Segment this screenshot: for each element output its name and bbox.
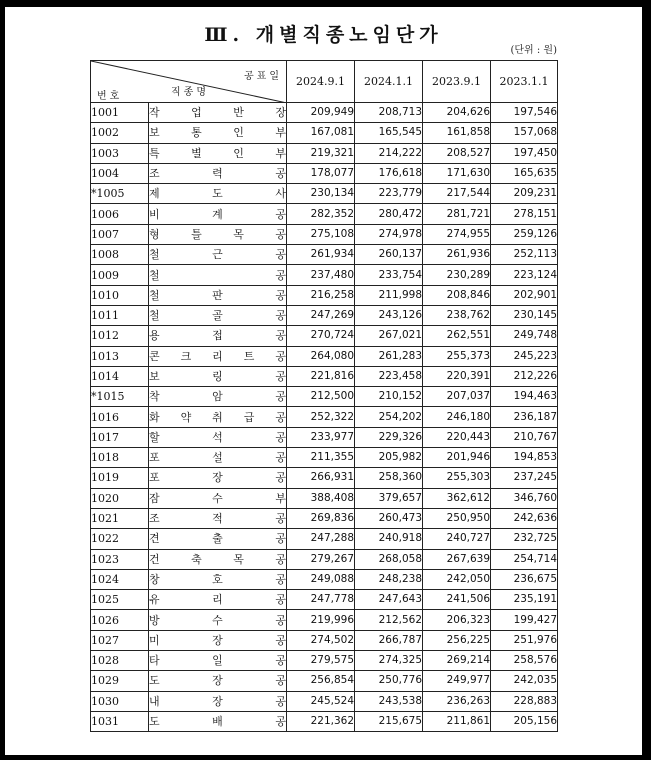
wage-value: 204,626 — [423, 103, 491, 123]
wage-value: 220,391 — [423, 366, 491, 386]
wage-value: 264,080 — [287, 346, 355, 366]
job-name: 착 암 공 — [149, 390, 286, 404]
wage-value: 165,635 — [491, 163, 558, 183]
wage-value: 247,778 — [287, 590, 355, 610]
wage-value: 236,675 — [491, 569, 558, 589]
job-name-cell — [149, 630, 287, 650]
wage-value: 230,145 — [491, 305, 558, 325]
wage-value: 237,480 — [287, 265, 355, 285]
wage-value: 171,630 — [423, 163, 491, 183]
table-row — [91, 590, 558, 610]
row-number: 1027 — [91, 630, 149, 650]
wage-value: 194,853 — [491, 448, 558, 468]
row-number: 1013 — [91, 346, 149, 366]
wage-value: 211,861 — [423, 711, 491, 731]
wage-value: 243,538 — [355, 691, 423, 711]
row-number: 1019 — [91, 468, 149, 488]
job-name: 유 리 공 — [149, 593, 286, 607]
wage-value: 275,108 — [287, 224, 355, 244]
wage-value: 165,545 — [355, 123, 423, 143]
job-name: 철 공 — [149, 268, 286, 282]
wage-value: 247,269 — [287, 305, 355, 325]
wage-value: 260,137 — [355, 245, 423, 265]
table-row — [91, 366, 558, 386]
wage-value: 211,355 — [287, 448, 355, 468]
job-name: 보 링 공 — [149, 370, 286, 383]
wage-value: 240,918 — [355, 529, 423, 549]
wage-value: 270,724 — [287, 326, 355, 346]
wage-value: 249,748 — [491, 326, 558, 346]
wage-value: 245,524 — [287, 691, 355, 711]
wage-value: 247,288 — [287, 529, 355, 549]
wage-value: 157,068 — [491, 123, 558, 143]
row-number: 1017 — [91, 427, 149, 447]
wage-value: 250,776 — [355, 671, 423, 691]
job-name-cell — [149, 427, 287, 447]
wage-value: 206,323 — [423, 610, 491, 630]
table-row — [91, 407, 558, 427]
wage-value: 282,352 — [287, 204, 355, 224]
wage-value: 211,998 — [355, 285, 423, 305]
row-number: 1029 — [91, 671, 149, 691]
wage-value: 232,725 — [491, 529, 558, 549]
wage-value: 219,321 — [287, 143, 355, 163]
wage-value: 209,231 — [491, 184, 558, 204]
job-name: 철 근 공 — [149, 248, 286, 262]
wage-value: 235,191 — [491, 590, 558, 610]
wage-value: 261,936 — [423, 245, 491, 265]
job-name: 철 골 공 — [149, 309, 286, 323]
row-number: 1022 — [91, 529, 149, 549]
job-name-cell — [149, 590, 287, 610]
wage-value: 274,325 — [355, 651, 423, 671]
job-name-cell — [149, 245, 287, 265]
job-name-cell — [149, 671, 287, 691]
wage-value: 220,443 — [423, 427, 491, 447]
job-name-cell — [149, 448, 287, 468]
wage-value: 240,727 — [423, 529, 491, 549]
table-row — [91, 387, 558, 407]
wage-value: 266,931 — [287, 468, 355, 488]
wage-value: 214,222 — [355, 143, 423, 163]
job-name: 콘 크 리 트 공 — [149, 349, 286, 363]
table-row — [91, 143, 558, 163]
job-name-cell — [149, 387, 287, 407]
wage-value: 208,713 — [355, 103, 423, 123]
wage-value: 247,643 — [355, 590, 423, 610]
wage-value: 260,473 — [355, 508, 423, 528]
row-number: 1024 — [91, 569, 149, 589]
row-number: 1023 — [91, 549, 149, 569]
unit-note: (단위 : 원) — [510, 45, 557, 56]
wage-value: 228,883 — [491, 691, 558, 711]
job-name: 조 적 공 — [149, 512, 286, 526]
job-name-cell — [149, 691, 287, 711]
job-name: 미 장 공 — [149, 633, 286, 647]
job-name: 도 장 공 — [149, 674, 286, 688]
job-name: 화 약 취 급 공 — [149, 410, 286, 424]
wage-value: 259,126 — [491, 224, 558, 244]
wage-value: 167,081 — [287, 123, 355, 143]
wage-value: 254,714 — [491, 549, 558, 569]
job-name: 특 별 인 부 — [149, 146, 286, 160]
row-number: 1004 — [91, 163, 149, 183]
row-number: 1011 — [91, 305, 149, 325]
row-number: 1012 — [91, 326, 149, 346]
table-row — [91, 245, 558, 265]
wage-value: 256,854 — [287, 671, 355, 691]
wage-value: 266,787 — [355, 630, 423, 650]
job-name-cell — [149, 711, 287, 731]
row-number: 1028 — [91, 651, 149, 671]
wage-value: 242,035 — [491, 671, 558, 691]
wage-value: 252,113 — [491, 245, 558, 265]
wage-value: 230,134 — [287, 184, 355, 204]
job-name: 보 통 인 부 — [149, 126, 286, 140]
row-number: 1030 — [91, 691, 149, 711]
header-job-label: 직종명 — [171, 87, 209, 98]
wage-value: 252,322 — [287, 407, 355, 427]
table-row — [91, 569, 558, 589]
job-name: 도 배 공 — [149, 715, 286, 729]
wage-value: 233,754 — [355, 265, 423, 285]
row-number: 1020 — [91, 488, 149, 508]
row-number: 1007 — [91, 224, 149, 244]
row-number: 1010 — [91, 285, 149, 305]
job-name: 타 일 공 — [149, 654, 286, 668]
row-number: 1001 — [91, 103, 149, 123]
job-name: 제 도 사 — [149, 187, 286, 201]
row-number: 1016 — [91, 407, 149, 427]
wage-value: 217,544 — [423, 184, 491, 204]
wage-value: 212,226 — [491, 366, 558, 386]
page-title: Ⅲ. 개별직종노임단가 — [204, 24, 443, 46]
wage-value: 274,502 — [287, 630, 355, 650]
table-row — [91, 529, 558, 549]
job-name-cell — [149, 346, 287, 366]
job-name: 작 업 반 장 — [149, 106, 286, 120]
table-row — [91, 346, 558, 366]
job-name-cell — [149, 184, 287, 204]
job-name-cell — [149, 224, 287, 244]
wage-value: 248,238 — [355, 569, 423, 589]
wage-value: 223,779 — [355, 184, 423, 204]
wage-value: 268,058 — [355, 549, 423, 569]
wage-value: 219,996 — [287, 610, 355, 630]
wage-value: 202,901 — [491, 285, 558, 305]
job-name-cell — [149, 569, 287, 589]
wage-value: 161,858 — [423, 123, 491, 143]
wage-value: 278,151 — [491, 204, 558, 224]
wage-value: 176,618 — [355, 163, 423, 183]
wage-value: 223,124 — [491, 265, 558, 285]
wage-value: 221,362 — [287, 711, 355, 731]
job-name-cell — [149, 265, 287, 285]
wage-value: 250,950 — [423, 508, 491, 528]
row-number: 1031 — [91, 711, 149, 731]
table-row — [91, 427, 558, 447]
job-name-cell — [149, 103, 287, 123]
wage-value: 223,458 — [355, 366, 423, 386]
wage-value: 210,152 — [355, 387, 423, 407]
wage-value: 279,267 — [287, 549, 355, 569]
wage-value: 215,675 — [355, 711, 423, 731]
row-number: 1006 — [91, 204, 149, 224]
job-name: 내 장 공 — [149, 694, 286, 708]
wage-value: 201,946 — [423, 448, 491, 468]
wage-value: 254,202 — [355, 407, 423, 427]
wage-value: 251,976 — [491, 630, 558, 650]
job-name-cell — [149, 143, 287, 163]
job-name-cell — [149, 610, 287, 630]
wage-value: 229,326 — [355, 427, 423, 447]
wage-value: 197,546 — [491, 103, 558, 123]
row-number: 1025 — [91, 590, 149, 610]
job-name-cell — [149, 305, 287, 325]
wage-value: 388,408 — [287, 488, 355, 508]
job-name-cell — [149, 123, 287, 143]
wage-value: 209,949 — [287, 103, 355, 123]
wage-value: 236,263 — [423, 691, 491, 711]
job-name: 조 력 공 — [149, 167, 286, 181]
column-header: 2023.1.1 — [491, 61, 558, 103]
wage-value: 233,977 — [287, 427, 355, 447]
wage-value: 258,576 — [491, 651, 558, 671]
job-name-cell — [149, 285, 287, 305]
wage-value: 212,500 — [287, 387, 355, 407]
row-number: 1009 — [91, 265, 149, 285]
wage-value: 236,187 — [491, 407, 558, 427]
job-name: 방 수 공 — [149, 613, 286, 627]
row-number: 1026 — [91, 610, 149, 630]
table-row — [91, 163, 558, 183]
wage-value: 208,846 — [423, 285, 491, 305]
job-name-cell — [149, 549, 287, 569]
header-row — [91, 61, 558, 103]
job-name: 창 호 공 — [149, 572, 286, 586]
row-number: 1003 — [91, 143, 149, 163]
header-corner-cell — [91, 61, 287, 103]
table-body — [91, 103, 558, 732]
row-number: 1021 — [91, 508, 149, 528]
table-row — [91, 508, 558, 528]
column-header: 2024.9.1 — [287, 61, 355, 103]
job-name-cell — [149, 508, 287, 528]
table-row — [91, 224, 558, 244]
table-row — [91, 204, 558, 224]
wage-value: 242,050 — [423, 569, 491, 589]
wage-value: 256,225 — [423, 630, 491, 650]
table-row — [91, 184, 558, 204]
header-date-label: 공표일 — [244, 71, 282, 82]
wage-value: 246,180 — [423, 407, 491, 427]
wage-value: 178,077 — [287, 163, 355, 183]
wage-value: 210,767 — [491, 427, 558, 447]
wage-value: 262,551 — [423, 326, 491, 346]
table-row — [91, 651, 558, 671]
table-row — [91, 468, 558, 488]
wage-value: 379,657 — [355, 488, 423, 508]
wage-value: 221,816 — [287, 366, 355, 386]
wage-value: 216,258 — [287, 285, 355, 305]
table-row — [91, 103, 558, 123]
wage-value: 255,303 — [423, 468, 491, 488]
wage-value: 261,283 — [355, 346, 423, 366]
table-row — [91, 265, 558, 285]
wage-value: 280,472 — [355, 204, 423, 224]
job-name: 포 설 공 — [149, 451, 286, 465]
table-row — [91, 711, 558, 731]
wage-value: 346,760 — [491, 488, 558, 508]
job-name: 견 출 공 — [149, 532, 286, 546]
wage-value: 279,575 — [287, 651, 355, 671]
wage-value: 238,762 — [423, 305, 491, 325]
row-number: *1005 — [91, 184, 149, 204]
wage-value: 194,463 — [491, 387, 558, 407]
table-row — [91, 630, 558, 650]
wage-value: 199,427 — [491, 610, 558, 630]
wage-value: 212,562 — [355, 610, 423, 630]
wage-value: 249,977 — [423, 671, 491, 691]
wage-value: 362,612 — [423, 488, 491, 508]
job-name-cell — [149, 326, 287, 346]
wage-value: 274,978 — [355, 224, 423, 244]
wage-value: 208,527 — [423, 143, 491, 163]
job-name: 형 틀 목 공 — [149, 227, 286, 241]
wage-table — [90, 60, 558, 732]
wage-value: 237,245 — [491, 468, 558, 488]
job-name-cell — [149, 163, 287, 183]
job-name: 건 축 목 공 — [149, 552, 286, 566]
job-name: 할 석 공 — [149, 430, 286, 444]
table-row — [91, 285, 558, 305]
job-name: 철 판 공 — [149, 288, 286, 302]
wage-value: 243,126 — [355, 305, 423, 325]
document-page — [5, 7, 642, 755]
job-name-cell — [149, 468, 287, 488]
wage-value: 197,450 — [491, 143, 558, 163]
job-name: 포 장 공 — [149, 471, 286, 485]
wage-value: 230,289 — [423, 265, 491, 285]
row-number: 1018 — [91, 448, 149, 468]
table-row — [91, 305, 558, 325]
table-row — [91, 488, 558, 508]
wage-value: 207,037 — [423, 387, 491, 407]
wage-value: 242,636 — [491, 508, 558, 528]
wage-value: 205,982 — [355, 448, 423, 468]
job-name-cell — [149, 407, 287, 427]
wage-value: 269,836 — [287, 508, 355, 528]
job-name: 용 접 공 — [149, 329, 286, 343]
job-name-cell — [149, 488, 287, 508]
row-number: 1008 — [91, 245, 149, 265]
wage-value: 255,373 — [423, 346, 491, 366]
table-row — [91, 448, 558, 468]
wage-value: 258,360 — [355, 468, 423, 488]
wage-value: 245,223 — [491, 346, 558, 366]
wage-value: 261,934 — [287, 245, 355, 265]
job-name-cell — [149, 204, 287, 224]
table-row — [91, 691, 558, 711]
row-number: 1002 — [91, 123, 149, 143]
header-no-label: 번호 — [97, 91, 123, 102]
row-number: 1014 — [91, 366, 149, 386]
wage-value: 241,506 — [423, 590, 491, 610]
table-row — [91, 326, 558, 346]
wage-value: 249,088 — [287, 569, 355, 589]
column-header: 2023.9.1 — [423, 61, 491, 103]
job-name-cell — [149, 366, 287, 386]
job-name-cell — [149, 529, 287, 549]
row-number: *1015 — [91, 387, 149, 407]
job-name-cell — [149, 651, 287, 671]
table-row — [91, 123, 558, 143]
column-header: 2024.1.1 — [355, 61, 423, 103]
wage-value: 205,156 — [491, 711, 558, 731]
wage-value: 267,639 — [423, 549, 491, 569]
wage-value: 274,955 — [423, 224, 491, 244]
wage-value: 281,721 — [423, 204, 491, 224]
wage-value: 269,214 — [423, 651, 491, 671]
table-row — [91, 549, 558, 569]
job-name: 잠 수 부 — [149, 491, 286, 505]
wage-value: 267,021 — [355, 326, 423, 346]
table-row — [91, 610, 558, 630]
table-row — [91, 671, 558, 691]
job-name: 비 계 공 — [149, 207, 286, 221]
